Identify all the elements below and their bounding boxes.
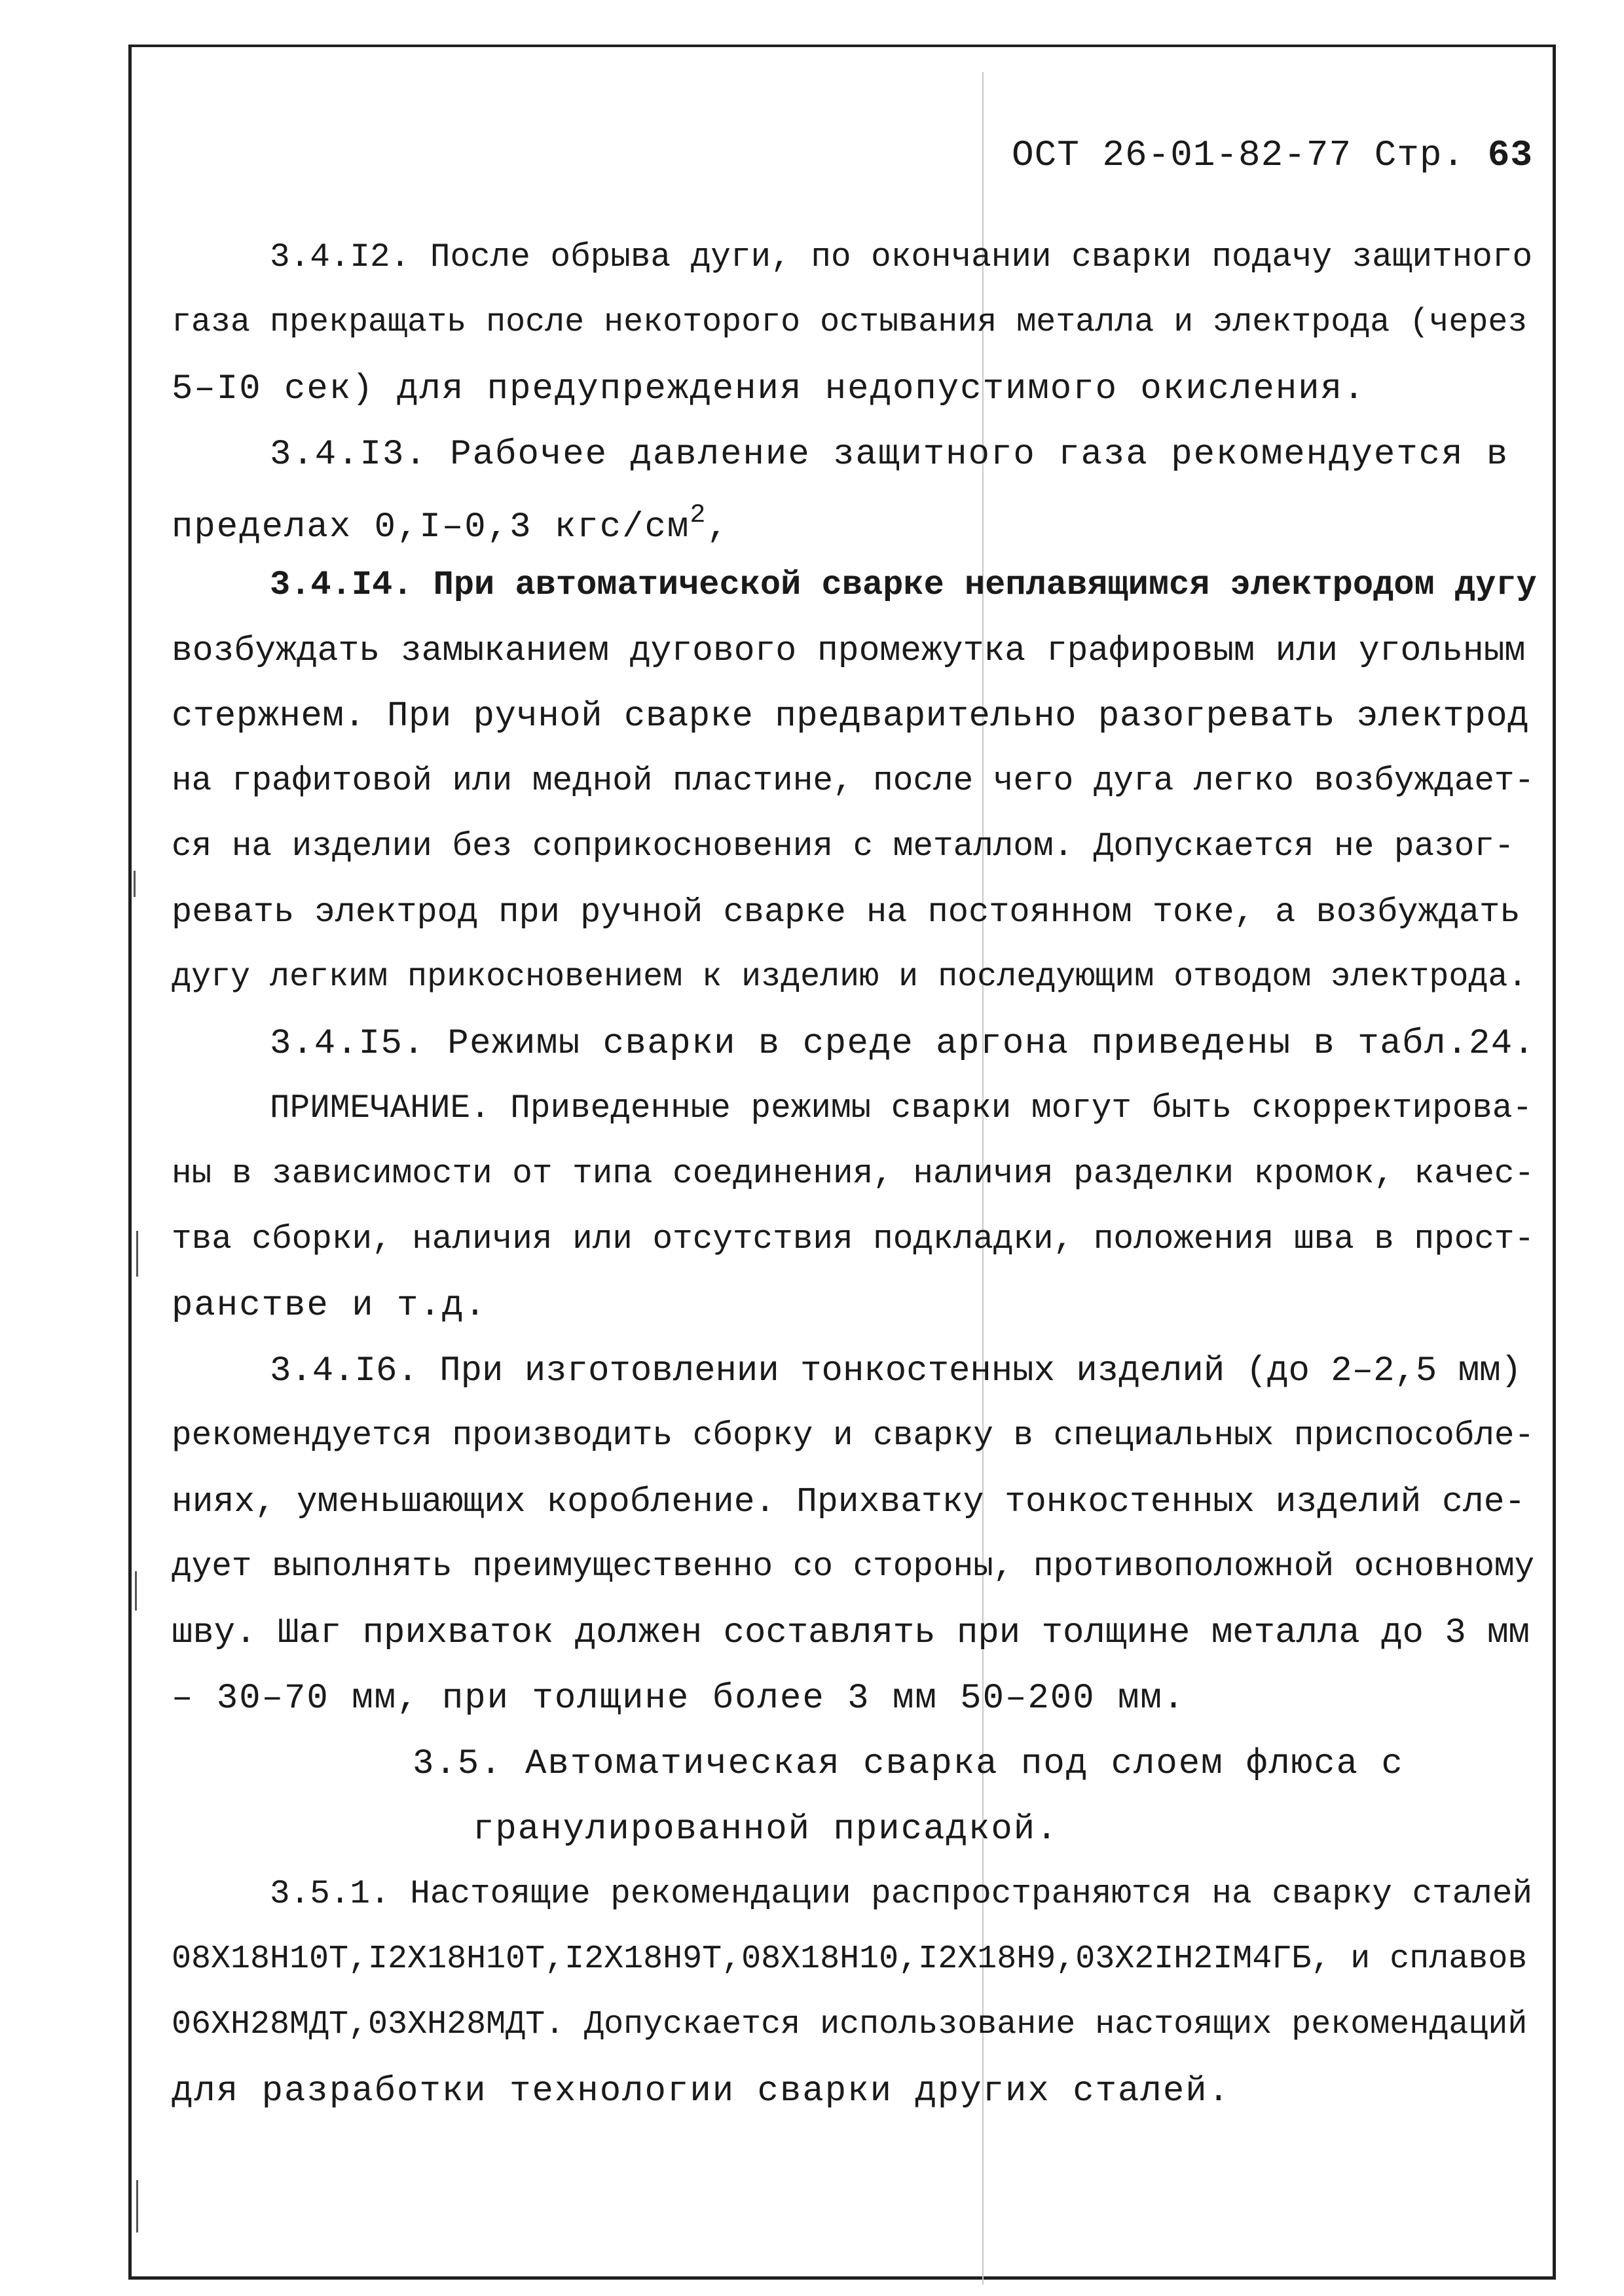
text-line: для разработки технологии сварки других сталей. — [172, 2071, 1231, 2111]
page-number: 63 — [1487, 134, 1533, 176]
text-line: 06ХН28МДТ,03ХН28МДТ. Допускается использование настоящих рекомендаций — [172, 2006, 1528, 2043]
text-line: ны в зависимости от типа соединения, наличия разделки кромок, качес- — [172, 1156, 1535, 1193]
text-line: 3.4.I4. При автоматической сварке неплавящимся электродом дугу — [270, 566, 1537, 604]
document-code: ОСТ 26-01-82-77 — [1012, 134, 1352, 176]
text-line: дугу легким прикосновением к изделию и последующим отводом электрода. — [172, 958, 1528, 996]
text-line: 5–I0 сек) для предупреждения недопустимого окисления. — [172, 369, 1366, 409]
text-line: дует выполнять преимущественно со стороны, противоположной основному — [172, 1548, 1535, 1586]
text-line: газа прекращать после некоторого остывания металла и электрода (через — [172, 304, 1528, 341]
text-line: 3.5.1. Настоящие рекомендации распространяются на сварку сталей — [270, 1876, 1533, 1913]
text-line: шву. Шаг прихваток должен составлять при толщине металла до 3 мм — [172, 1613, 1530, 1653]
section-heading: гранулированной присадкой. — [473, 1810, 1059, 1850]
scan-mark — [135, 1571, 137, 1611]
text-segment: , — [707, 507, 729, 547]
text-line: на графитовой или медной пластине, после чего дуга легко возбуждает- — [172, 763, 1535, 800]
text-line: ниях, уменьшающих коробление. Прихватку тонкостенных изделий сле- — [172, 1482, 1526, 1522]
text-line: ся на изделии без соприкосновения с металлом. Допускается не разог- — [172, 828, 1515, 866]
scan-mark — [136, 2180, 138, 2232]
text-line: 08Х18Н10Т,I2Х18Н10Т,I2Х18Н9Т,08Х18Н10,I2Х18Н9,03Х2IН2IМ4ГБ, и сплавов — [172, 1941, 1528, 1978]
text-line: 3.4.I2. После обрыва дуги, по окончании сварки подачу защитного — [270, 239, 1533, 276]
text-line: ПРИМЕЧАНИЕ. Приведенные режимы сварки могут быть скорректирова- — [270, 1090, 1533, 1127]
text-line: рекомендуется производить сборку и сварку в специальных приспособле- — [172, 1417, 1535, 1455]
text-line: возбуждать замыканием дугового промежутка графировым или угольным — [172, 631, 1526, 670]
text-line: ревать электрод при ручной сварке на постоянном токе, а возбуждать — [172, 893, 1521, 932]
scan-mark — [134, 871, 136, 897]
text-line: ранстве и т.д. — [172, 1286, 487, 1326]
section-heading: 3.5. Автоматическая сварка под слоем флюса с — [413, 1744, 1404, 1784]
text-line: 3.4.I5. Режимы сварки в среде аргона приведены в табл.24. — [270, 1024, 1536, 1064]
text-line — [172, 503, 729, 545]
page-header — [1012, 134, 1533, 176]
text-line: – 30–70 мм, при толщине более 3 мм 50–200 мм. — [172, 1679, 1186, 1719]
superscript: 2 — [690, 501, 707, 530]
text-line: тва сборки, наличия или отсутствия подкладки, положения шва в прост- — [172, 1221, 1535, 1258]
scan-mark — [136, 1231, 138, 1277]
text-line: 3.4.I3. Рабочее давление защитного газа рекомендуется в — [270, 435, 1509, 475]
text-line: стержнем. При ручной сварке предварительно разогревать электрод — [172, 697, 1530, 737]
text-segment: пределах 0,I–0,3 кгс/см — [172, 507, 690, 547]
text-line: 3.4.I6. При изготовлении тонкостенных изделий (до 2–2,5 мм) — [270, 1351, 1522, 1391]
page-label: Стр. — [1374, 134, 1466, 176]
